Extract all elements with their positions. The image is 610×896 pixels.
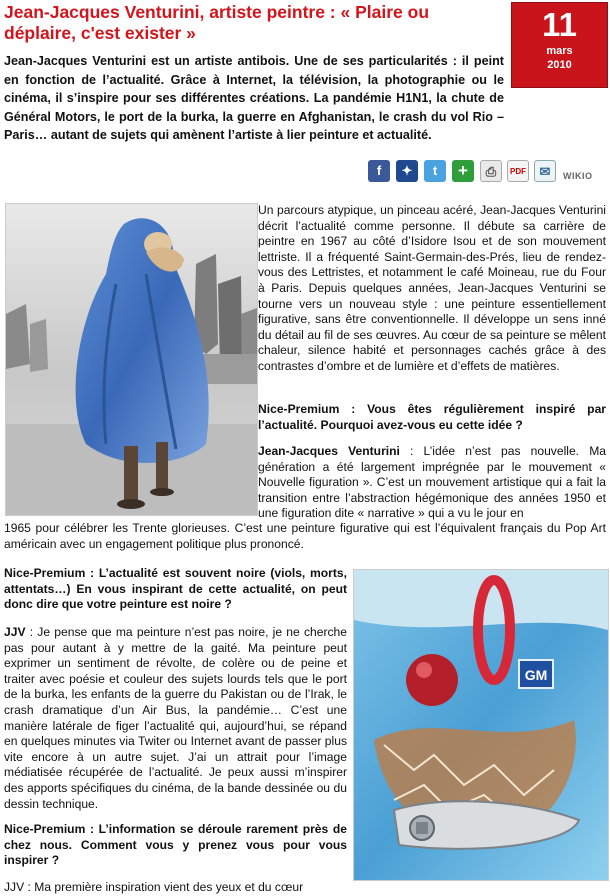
painting-burka-image — [5, 203, 258, 516]
share-bar — [368, 158, 608, 188]
answer-1-speaker: Jean-Jacques Venturini — [258, 444, 400, 458]
print-icon[interactable]: ⎙ — [480, 160, 502, 182]
painting-gm-image — [353, 569, 609, 881]
date-day: 11 — [542, 6, 577, 43]
question-3: Nice-Premium : L’information se déroule rarement près de chez nous. Comment vous y prenez vous pour vous inspirer ? — [4, 822, 347, 868]
answer-2-text: : Je pense que ma peinture n’est pas noire, je ne cherche pas pour autant à y mettre de la gaité. Ma peinture peut exprimer un sentiment de révolte, de colère ou de peine et traiter avec poésie et couleur des sujets lourds tels que le port de la burka, les enfants de la guerre du Pakistan ou de l’Irak, le crash dramatique d’un Air Bus, la pandémie… C’est une manière latérale de figer l’actualité qui, aujourd’hui, se répand en quelques minutes via Twiter ou Internet avant de passer plus vite encore à un autre sujet. J’ai un attrait pour l’image médiatisée récupérée de l’actualité. Je peux aussi m’inspirer des apports spécifiques du cinéma, de la bande dessinée ou du dessin technique. — [4, 625, 347, 811]
answer-2-speaker: JJV — [4, 625, 26, 639]
answer-1-text-a: : L’idée n’est pas nouvelle. Ma génération a été largement imprégnée par le mouvement « Nouvelle figuration ». C’est un mouvement artistique qui a fait la transition entre l’abstraction hégémonique des années 1950 et une figuration dite « narrative » qui a vu le jour en — [258, 444, 606, 521]
facebook-icon[interactable]: f — [368, 160, 390, 182]
date-year: 2010 — [547, 59, 572, 71]
date-badge — [511, 2, 608, 88]
answer-3-cut: JJV : Ma première inspiration vient des yeux et du cœur — [4, 880, 304, 894]
article-title: Jean-Jacques Venturini, artiste peintre : « Plaire ou déplaire, c'est exister » — [4, 2, 430, 43]
answer-2 — [4, 625, 347, 812]
article-lead: Jean-Jacques Venturini est un artiste antibois. Une de ses particularités : il peint en fonction de l’actualité. Grâce à Internet, la télévision, la photographie ou le cinéma, il s’inspire pour ses différentes créations. La pandémie H1N1, la chute de Général Motors, le port de la burka, la guerre en Afghanistan, le crash du vol Rio – Paris… autant de sujets qui amènent l’artiste à lier peinture et actualité. — [4, 54, 504, 143]
myspace-icon[interactable]: ✦ — [396, 160, 418, 182]
question-2: Nice-Premium : L’actualité est souvent noire (viols, morts, attentats…) En vous inspirant de cette actualité, on peut donc dire que votre peinture est noire ? — [4, 566, 347, 612]
plus-icon[interactable]: + — [452, 160, 474, 182]
svg-text:GM: GM — [524, 667, 548, 683]
wikio-link[interactable]: WIKIO — [563, 171, 593, 181]
twitter-icon[interactable]: t — [424, 160, 446, 182]
email-icon[interactable]: ✉ — [534, 160, 556, 182]
date-month: mars — [546, 45, 573, 57]
pdf-icon[interactable]: PDF — [507, 160, 529, 182]
answer-1 — [258, 444, 606, 522]
answer-1-continued: 1965 pour célébrer les Trente glorieuses. C’est une peinture figurative qui est l’équivalent français du Pop Art américain avec un engagement politique plus prononcé. — [4, 521, 606, 551]
question-1: Nice-Premium : Vous êtes régulièrement inspiré par l’actualité. Pourquoi avez-vous eu cette idée ? — [258, 402, 606, 432]
intro-paragraph: Un parcours atypique, un pinceau acéré, Jean-Jacques Venturini décrit l’actualité comme personne. Il débute sa carrière de peintre en 1967 au côté d’Isidore Isou et de son mouvement lettriste. Il a fréquenté Saint-Germain-des-Prés, lieu de rendez-vous des Lettristes, et notamment le café Moineau, rue du Four à Paris. Depuis quelques années, Jean-Jacques Venturini se tourne vers un nouveau style : une peinture essentiellement figurative, sans être conventionnelle. Il développe un sens inné du détail au fil de ses œuvres. Au cœur de sa peinture se mêlent chaleur, silence habité et personnages cachés grâce à des contrastes d’ombre et de lumière et d’effets de matières. — [258, 203, 606, 373]
